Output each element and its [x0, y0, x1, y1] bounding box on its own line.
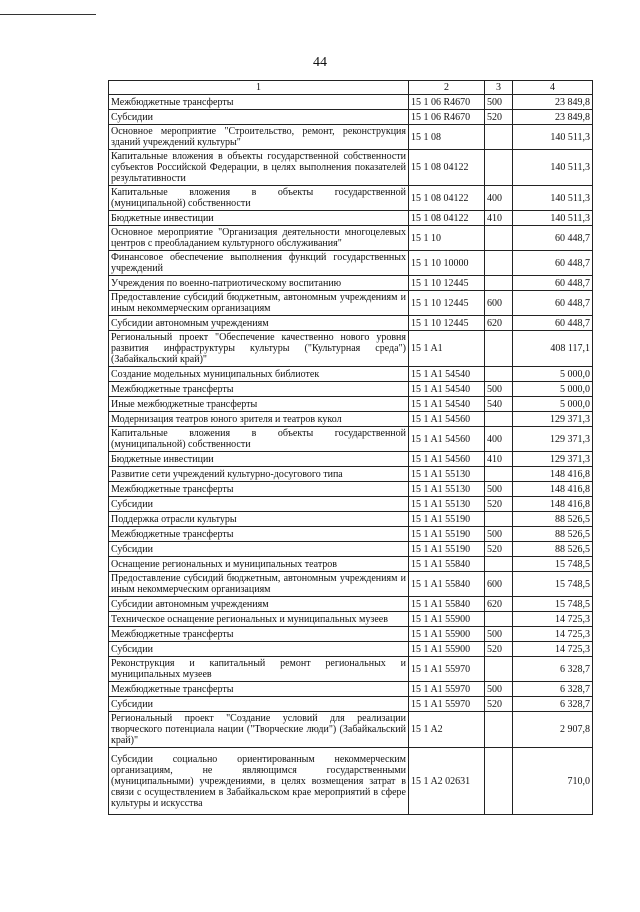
header-cell: 1: [109, 81, 409, 95]
row-type-cell: 500: [485, 482, 513, 497]
row-sum-cell: 60 448,7: [513, 276, 593, 291]
row-sum-cell: 148 416,8: [513, 497, 593, 512]
row-code-cell: 15 1 A1 55190: [409, 527, 485, 542]
table-row: [109, 627, 593, 642]
row-code-cell: 15 1 A1 55840: [409, 572, 485, 597]
table-row: [109, 316, 593, 331]
row-name-cell: Капитальные вложения в объекты государственной (муниципальной) собственности: [109, 186, 409, 211]
row-type-cell: 500: [485, 382, 513, 397]
row-name-cell: Оснащение региональных и муниципальных театров: [109, 557, 409, 572]
row-type-cell: 520: [485, 110, 513, 125]
row-sum-cell: 6 328,7: [513, 657, 593, 682]
row-name-cell: Межбюджетные трансферты: [109, 482, 409, 497]
row-name-cell: Основное мероприятие "Организация деятельности многоцелевых центров с преобладанием культурного обслуживания": [109, 226, 409, 251]
row-code-cell: 15 1 08 04122: [409, 186, 485, 211]
header-cell: 3: [485, 81, 513, 95]
row-name-cell: Субсидии социально ориентированным некоммерческим организациям, не являющимся государственными (муниципальными) учреждениями, в целях возмещения затрат в связи с осуществлением в Забайкальском крае мероприятий в сфере культуры и искусства: [109, 748, 409, 815]
row-name-cell: Предоставление субсидий бюджетным, автономным учреждениям и иным некоммерческим организациям: [109, 572, 409, 597]
row-code-cell: 15 1 A2: [409, 712, 485, 748]
row-name-cell: Региональный проект "Обеспечение качественно нового уровня развития инфраструктуры культуры ("Культурная среда") (Забайкальский край)": [109, 331, 409, 367]
row-sum-cell: 14 725,3: [513, 642, 593, 657]
row-code-cell: 15 1 A1 55900: [409, 612, 485, 627]
row-sum-cell: 15 748,5: [513, 557, 593, 572]
row-type-cell: 520: [485, 697, 513, 712]
row-name-cell: Субсидии: [109, 642, 409, 657]
row-sum-cell: 5 000,0: [513, 367, 593, 382]
row-code-cell: 15 1 A1 55840: [409, 597, 485, 612]
row-sum-cell: 60 448,7: [513, 291, 593, 316]
row-code-cell: 15 1 A1 55840: [409, 557, 485, 572]
row-sum-cell: 129 371,3: [513, 452, 593, 467]
table-row: [109, 697, 593, 712]
table-row: [109, 682, 593, 697]
table-row: [109, 382, 593, 397]
row-code-cell: 15 1 A1 55130: [409, 497, 485, 512]
table-row: [109, 427, 593, 452]
row-type-cell: [485, 125, 513, 150]
row-type-cell: 400: [485, 186, 513, 211]
row-sum-cell: 6 328,7: [513, 682, 593, 697]
table-row: [109, 712, 593, 748]
row-name-cell: Основное мероприятие "Строительство, ремонт, реконструкция зданий учреждений культуры": [109, 125, 409, 150]
table-row: [109, 125, 593, 150]
row-sum-cell: 140 511,3: [513, 186, 593, 211]
row-name-cell: Модернизация театров юного зрителя и театров кукол: [109, 412, 409, 427]
row-name-cell: Предоставление субсидий бюджетным, автономным учреждениям и иным некоммерческим организациям: [109, 291, 409, 316]
table-row: [109, 276, 593, 291]
table-row: [109, 110, 593, 125]
row-type-cell: 540: [485, 397, 513, 412]
table-row: [109, 597, 593, 612]
table-row: [109, 748, 593, 815]
row-type-cell: 520: [485, 497, 513, 512]
row-type-cell: 500: [485, 627, 513, 642]
row-code-cell: 15 1 A2 02631: [409, 748, 485, 815]
row-type-cell: [485, 150, 513, 186]
table-row: [109, 186, 593, 211]
row-sum-cell: 408 117,1: [513, 331, 593, 367]
row-sum-cell: 23 849,8: [513, 110, 593, 125]
row-sum-cell: 15 748,5: [513, 572, 593, 597]
row-sum-cell: 14 725,3: [513, 612, 593, 627]
row-name-cell: Межбюджетные трансферты: [109, 527, 409, 542]
row-sum-cell: 129 371,3: [513, 412, 593, 427]
row-type-cell: 600: [485, 291, 513, 316]
table-header-row: [109, 81, 593, 95]
row-code-cell: 15 1 06 R4670: [409, 110, 485, 125]
table-row: [109, 251, 593, 276]
row-sum-cell: 710,0: [513, 748, 593, 815]
row-code-cell: 15 1 A1 54560: [409, 412, 485, 427]
table-row: [109, 557, 593, 572]
row-name-cell: Межбюджетные трансферты: [109, 682, 409, 697]
row-sum-cell: 148 416,8: [513, 467, 593, 482]
row-type-cell: [485, 251, 513, 276]
table-row: [109, 572, 593, 597]
row-sum-cell: 5 000,0: [513, 382, 593, 397]
row-code-cell: 15 1 10 12445: [409, 276, 485, 291]
row-code-cell: 15 1 A1 55970: [409, 682, 485, 697]
row-sum-cell: 5 000,0: [513, 397, 593, 412]
row-name-cell: Межбюджетные трансферты: [109, 95, 409, 110]
row-code-cell: 15 1 A1 54560: [409, 452, 485, 467]
row-sum-cell: 148 416,8: [513, 482, 593, 497]
header-cell: 2: [409, 81, 485, 95]
row-type-cell: 410: [485, 211, 513, 226]
row-sum-cell: 60 448,7: [513, 316, 593, 331]
row-type-cell: 400: [485, 427, 513, 452]
table-row: [109, 412, 593, 427]
row-code-cell: 15 1 A1 54540: [409, 382, 485, 397]
row-type-cell: 620: [485, 597, 513, 612]
row-code-cell: 15 1 08 04122: [409, 150, 485, 186]
row-sum-cell: 88 526,5: [513, 527, 593, 542]
row-sum-cell: 14 725,3: [513, 627, 593, 642]
row-code-cell: 15 1 A1: [409, 331, 485, 367]
table-row: [109, 291, 593, 316]
row-type-cell: [485, 612, 513, 627]
row-type-cell: 500: [485, 527, 513, 542]
row-type-cell: [485, 712, 513, 748]
row-code-cell: 15 1 A1 55190: [409, 542, 485, 557]
row-type-cell: [485, 331, 513, 367]
row-code-cell: 15 1 08 04122: [409, 211, 485, 226]
row-code-cell: 15 1 A1 55130: [409, 467, 485, 482]
row-sum-cell: 88 526,5: [513, 542, 593, 557]
table-row: [109, 467, 593, 482]
row-name-cell: Бюджетные инвестиции: [109, 211, 409, 226]
table-row: [109, 612, 593, 627]
row-type-cell: [485, 512, 513, 527]
table-row: [109, 397, 593, 412]
row-code-cell: 15 1 A1 55130: [409, 482, 485, 497]
row-sum-cell: 88 526,5: [513, 512, 593, 527]
row-type-cell: [485, 367, 513, 382]
row-code-cell: 15 1 06 R4670: [409, 95, 485, 110]
row-name-cell: Создание модельных муниципальных библиотек: [109, 367, 409, 382]
table-row: [109, 642, 593, 657]
row-name-cell: Межбюджетные трансферты: [109, 382, 409, 397]
row-name-cell: Финансовое обеспечение выполнения функций государственных учреждений: [109, 251, 409, 276]
row-type-cell: 500: [485, 95, 513, 110]
row-name-cell: Субсидии автономным учреждениям: [109, 316, 409, 331]
table-row: [109, 527, 593, 542]
row-type-cell: 500: [485, 682, 513, 697]
row-type-cell: [485, 657, 513, 682]
row-sum-cell: 140 511,3: [513, 150, 593, 186]
table-row: [109, 226, 593, 251]
row-name-cell: Региональный проект "Создание условий для реализации творческого потенциала нации ("Творческие люди") (Забайкальский край)": [109, 712, 409, 748]
row-code-cell: 15 1 A1 54560: [409, 427, 485, 452]
row-name-cell: Техническое оснащение региональных и муниципальных музеев: [109, 612, 409, 627]
row-sum-cell: 129 371,3: [513, 427, 593, 452]
row-name-cell: Субсидии: [109, 110, 409, 125]
table-row: [109, 331, 593, 367]
header-cell: 4: [513, 81, 593, 95]
row-name-cell: Реконструкция и капитальный ремонт региональных и муниципальных музеев: [109, 657, 409, 682]
row-sum-cell: 140 511,3: [513, 211, 593, 226]
table-row: [109, 211, 593, 226]
row-code-cell: 15 1 A1 55900: [409, 627, 485, 642]
row-code-cell: 15 1 A1 54540: [409, 367, 485, 382]
row-type-cell: [485, 276, 513, 291]
table-row: [109, 657, 593, 682]
row-type-cell: [485, 557, 513, 572]
row-sum-cell: 23 849,8: [513, 95, 593, 110]
row-type-cell: 620: [485, 316, 513, 331]
row-code-cell: 15 1 10 12445: [409, 291, 485, 316]
row-type-cell: [485, 226, 513, 251]
row-code-cell: 15 1 A1 55970: [409, 657, 485, 682]
row-sum-cell: 2 907,8: [513, 712, 593, 748]
row-type-cell: [485, 748, 513, 815]
row-name-cell: Учреждения по военно-патриотическому воспитанию: [109, 276, 409, 291]
row-code-cell: 15 1 10: [409, 226, 485, 251]
row-type-cell: 410: [485, 452, 513, 467]
row-name-cell: Субсидии: [109, 542, 409, 557]
row-name-cell: Иные межбюджетные трансферты: [109, 397, 409, 412]
row-name-cell: Межбюджетные трансферты: [109, 627, 409, 642]
row-sum-cell: 15 748,5: [513, 597, 593, 612]
table-row: [109, 150, 593, 186]
row-name-cell: Капитальные вложения в объекты государственной собственности субъектов Российской Федерации, в целях выполнения показателей результативности: [109, 150, 409, 186]
row-code-cell: 15 1 10 10000: [409, 251, 485, 276]
table-row: [109, 497, 593, 512]
row-code-cell: 15 1 08: [409, 125, 485, 150]
row-code-cell: 15 1 A1 55970: [409, 697, 485, 712]
row-code-cell: 15 1 10 12445: [409, 316, 485, 331]
table-row: [109, 482, 593, 497]
table-row: [109, 367, 593, 382]
row-name-cell: Развитие сети учреждений культурно-досугового типа: [109, 467, 409, 482]
row-sum-cell: 6 328,7: [513, 697, 593, 712]
row-name-cell: Поддержка отрасли культуры: [109, 512, 409, 527]
row-name-cell: Субсидии: [109, 697, 409, 712]
row-sum-cell: 60 448,7: [513, 226, 593, 251]
row-type-cell: 600: [485, 572, 513, 597]
row-name-cell: Субсидии: [109, 497, 409, 512]
row-sum-cell: 60 448,7: [513, 251, 593, 276]
row-sum-cell: 140 511,3: [513, 125, 593, 150]
row-type-cell: 520: [485, 642, 513, 657]
table-row: [109, 95, 593, 110]
row-code-cell: 15 1 A1 55190: [409, 512, 485, 527]
table-row: [109, 512, 593, 527]
table-row: [109, 452, 593, 467]
row-name-cell: Капитальные вложения в объекты государственной (муниципальной) собственности: [109, 427, 409, 452]
row-code-cell: 15 1 A1 55900: [409, 642, 485, 657]
row-type-cell: [485, 467, 513, 482]
budget-table: [108, 80, 593, 815]
row-type-cell: 520: [485, 542, 513, 557]
table-row: [109, 542, 593, 557]
row-name-cell: Бюджетные инвестиции: [109, 452, 409, 467]
row-name-cell: Субсидии автономным учреждениям: [109, 597, 409, 612]
header-rule: [0, 14, 96, 15]
row-type-cell: [485, 412, 513, 427]
page-number: 44: [313, 55, 327, 70]
row-code-cell: 15 1 A1 54540: [409, 397, 485, 412]
